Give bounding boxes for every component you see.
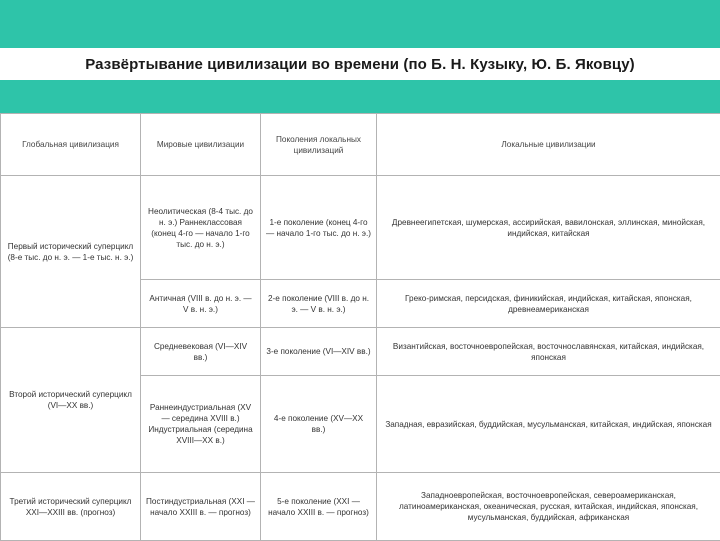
header-global: Глобальная цивилизация	[1, 114, 141, 176]
title-area	[0, 48, 720, 80]
world-civ-cell: Постиндустриальная (XXI — начало XXIII в. — прогноз)	[141, 473, 261, 541]
world-civ-cell: Античная (VIII в. до н. э. — V в. н. э.)	[141, 280, 261, 328]
table-row	[1, 328, 720, 376]
world-civ-cell: Раннеиндустриальная (XV — середина XVIII в.) Индустриальная (середина XVIII—XX в.)	[141, 376, 261, 473]
top-accent-band	[0, 0, 720, 48]
local-civ-cell: Древнеегипетская, шумерская, ассирийская, вавилонская, эллинская, минойская, индийская, китайская	[377, 176, 720, 280]
slide-title: Развёртывание цивилизации во времени (по Б. Н. Кузыку, Ю. Б. Яковцу)	[85, 56, 635, 73]
civilization-table	[0, 113, 720, 541]
generation-cell: 4-е поколение (XV—XX вв.)	[261, 376, 377, 473]
header-row	[1, 114, 720, 176]
local-civ-cell: Западноевропейская, восточноевропейская, североамериканская, латиноамериканская, океаническая, русская, китайская, индийская, японская, мусульманская, буддийская, африканская	[377, 473, 720, 541]
local-civ-cell: Греко-римская, персидская, финикийская, индийская, китайская, японская, древнеамериканская	[377, 280, 720, 328]
world-civ-cell: Неолитическая (8-4 тыс. до н. э.) Раннеклассовая (конец 4-го — начало 1-го тыс. до н. э.)	[141, 176, 261, 280]
global-cycle-cell: Третий исторический суперцикл XXI—XXIII вв. (прогноз)	[1, 473, 141, 541]
generation-cell: 2-е поколение (VIII в. до н. э. — V в. н. э.)	[261, 280, 377, 328]
global-cycle-cell: Первый исторический суперцикл (8-е тыс. до н. э. — 1-е тыс. н. э.)	[1, 176, 141, 328]
local-civ-cell: Западная, евразийская, буддийская, мусульманская, китайская, индийская, японская	[377, 376, 720, 473]
global-cycle-cell: Второй исторический суперцикл (VI—XX вв.)	[1, 328, 141, 473]
generation-cell: 5-е поколение (XXI — начало XXIII в. — прогноз)	[261, 473, 377, 541]
header-world: Мировые цивилизации	[141, 114, 261, 176]
table-row	[1, 473, 720, 541]
mid-accent-band	[0, 80, 720, 113]
table-row	[1, 176, 720, 280]
world-civ-cell: Средневековая (VI—XIV вв.)	[141, 328, 261, 376]
local-civ-cell: Византийская, восточноевропейская, восточнославянская, китайская, индийская, японская	[377, 328, 720, 376]
generation-cell: 3-е поколение (VI—XIV вв.)	[261, 328, 377, 376]
generation-cell: 1-е поколение (конец 4-го — начало 1-го тыс. до н. э.)	[261, 176, 377, 280]
header-generations: Поколения локальных цивилизаций	[261, 114, 377, 176]
header-local: Локальные цивилизации	[377, 114, 720, 176]
